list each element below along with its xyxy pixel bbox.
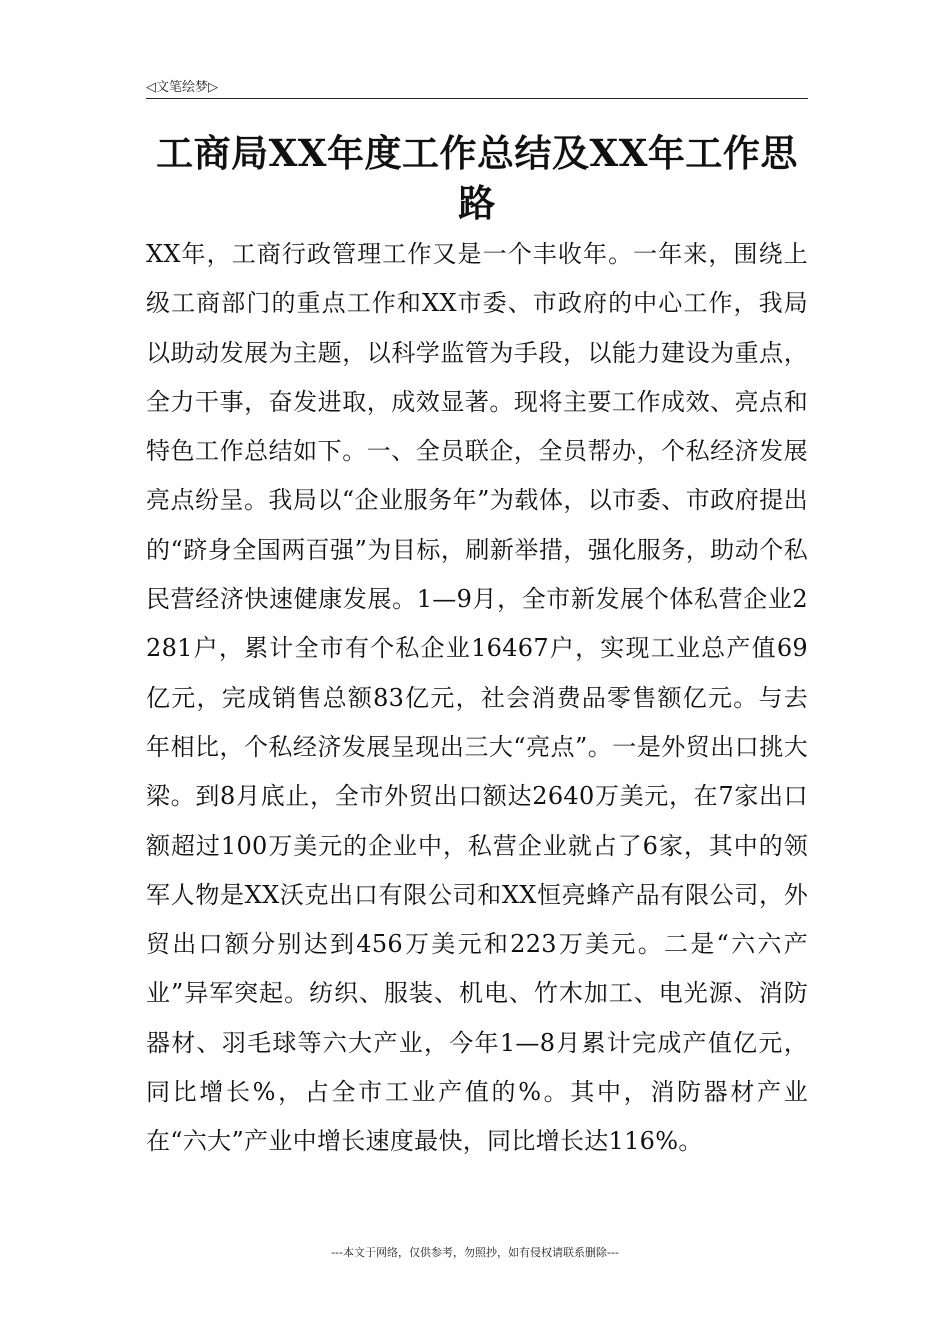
header-label: ◁文笔绘梦▷ bbox=[146, 80, 218, 95]
document-title: 工商局XX年度工作总结及XX年工作思路 bbox=[156, 131, 798, 225]
page-footer: ---本文于网络，仅供参考，勿照抄，如有侵权请联系删除--- bbox=[331, 1246, 619, 1259]
document-body: XX年，工商行政管理工作又是一个丰收年。一年来，围绕上级工商部门的重点工作和XX市委、市政府的中心工作，我局以助动发展为主题，以科学监管为手段，以能力建设为重点，全力干事，奋发进取，成效显著。现将主要工作成效、亮点和特色工作总结如下。一、全员联企，全员帮办，个私经济发展亮点纷呈。我局以“企业服务年”为载体，以市委、市政府提出的“跻身全国两百强”为目标，刷新举措，强化服务，助动个私民营经济快速健康发展。1—9月，全市新发展个体私营企业2281户，累计全市有个私企业16467户，实现工业总产值69亿元，完成销售总额83亿元，社会消费品零售额亿元。与去年相比，个私经济发展呈现出三大“亮点”。一是外贸出口挑大梁。到8月底止，全市外贸出口额达2640万美元，在7家出口额超过100万美元的企业中，私营企业就占了6家，其中的领军人物是XX沃克出口有限公司和XX恒亮蜂产品有限公司，外贸出口额分别达到456万美元和223万美元。二是“六六产业”异军突起。纺织、服装、机电、竹木加工、电光源、消防器材、羽毛球等六大产业，今年1—8月累计完成产值亿元，同比增长%，占全市工业产值的%。其中，消防器材产业在“六大”产业中增长速度最快，同比增长达116%。 bbox=[146, 240, 808, 1156]
page-header bbox=[146, 74, 808, 99]
